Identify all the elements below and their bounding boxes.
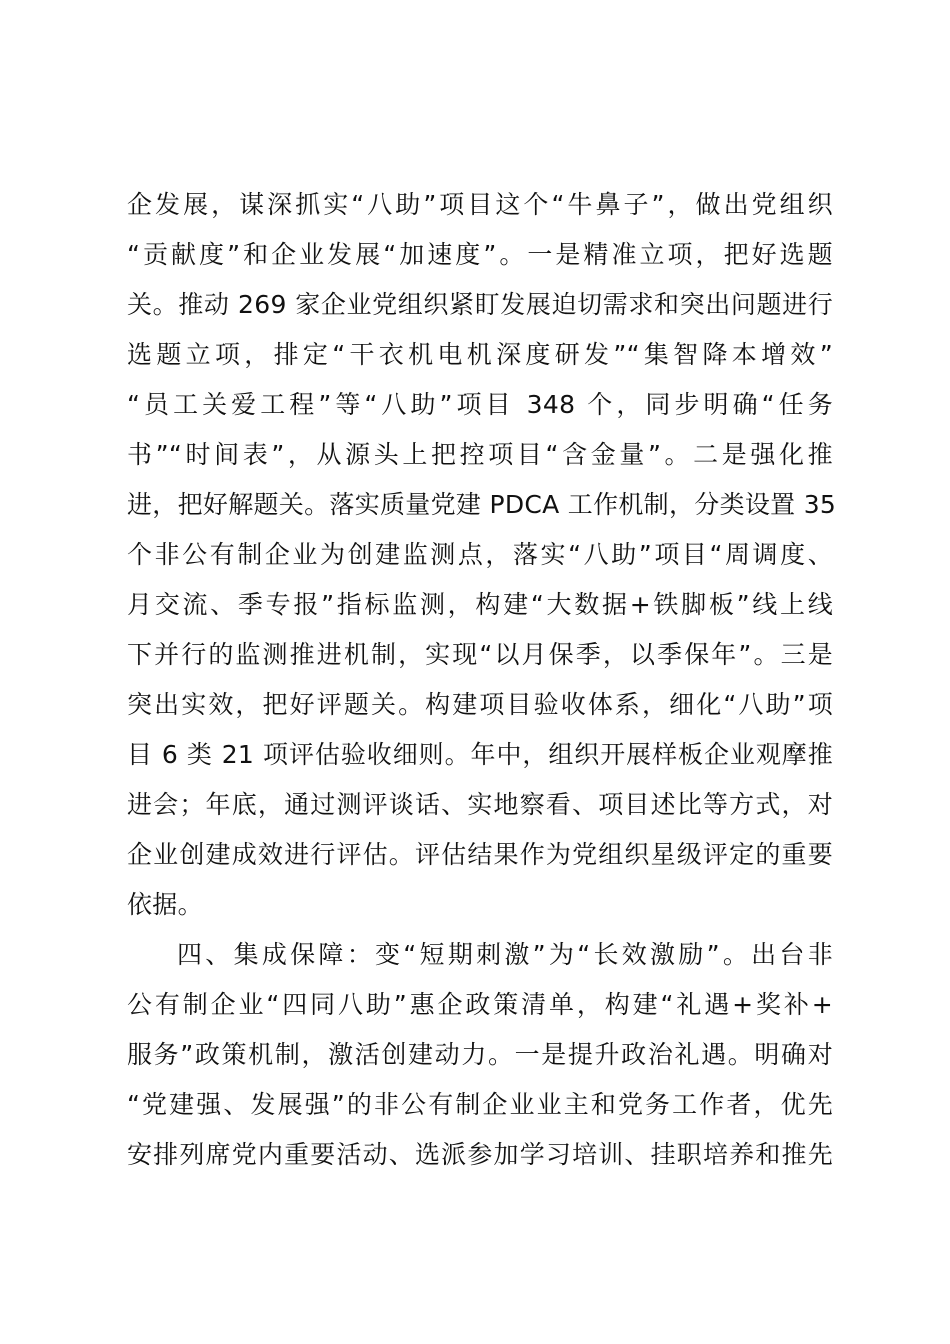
text-line: 企业创建成效进行评估。评估结果作为党组织星级评定的重要 bbox=[127, 840, 833, 869]
text-line: 四、集成保障：变“短期刺激”为“长效激励”。出台非 bbox=[177, 940, 833, 969]
text-line: 公有制企业“四同八助”惠企政策清单，构建“礼遇+奖补+ bbox=[127, 990, 833, 1019]
text-line: 服务”政策机制，激活创建动力。一是提升政治礼遇。明确对 bbox=[127, 1040, 833, 1069]
text-line: 突出实效，把好评题关。构建项目验收体系，细化“八助”项 bbox=[127, 690, 833, 719]
text-line: “贡献度”和企业发展“加速度”。一是精准立项，把好选题 bbox=[127, 240, 833, 269]
text-line: 月交流、季专报”指标监测，构建“大数据+铁脚板”线上线 bbox=[127, 590, 833, 619]
text-line: 进，把好解题关。落实质量党建 PDCA 工作机制，分类设置 35 bbox=[127, 490, 837, 519]
text-line: 目 6 类 21 项评估验收细则。年中，组织开展样板企业观摩推 bbox=[127, 740, 833, 769]
text-line: 关。推动 269 家企业党组织紧盯发展迫切需求和突出问题进行 bbox=[127, 290, 833, 319]
text-line: 个非公有制企业为创建监测点，落实“八助”项目“周调度、 bbox=[127, 540, 833, 569]
text-line: 进会；年底，通过测评谈话、实地察看、项目述比等方式，对 bbox=[127, 790, 833, 819]
text-line: 安排列席党内重要活动、选派参加学习培训、挂职培养和推先 bbox=[127, 1140, 833, 1169]
text-line: “党建强、发展强”的非公有制企业业主和党务工作者，优先 bbox=[127, 1090, 833, 1119]
text-line: 下并行的监测推进机制，实现“以月保季，以季保年”。三是 bbox=[127, 640, 833, 669]
text-line: 依据。 bbox=[127, 890, 203, 919]
text-line: 书”“时间表”，从源头上把控项目“含金量”。二是强化推 bbox=[127, 440, 833, 469]
text-line: 选题立项，排定“干衣机电机深度研发”“集智降本增效” bbox=[127, 340, 833, 369]
text-line: “员工关爱工程”等“八助”项目 348 个，同步明确“任务 bbox=[127, 390, 833, 419]
text-line: 企发展，谋深抓实“八助”项目这个“牛鼻子”，做出党组织 bbox=[127, 190, 833, 219]
